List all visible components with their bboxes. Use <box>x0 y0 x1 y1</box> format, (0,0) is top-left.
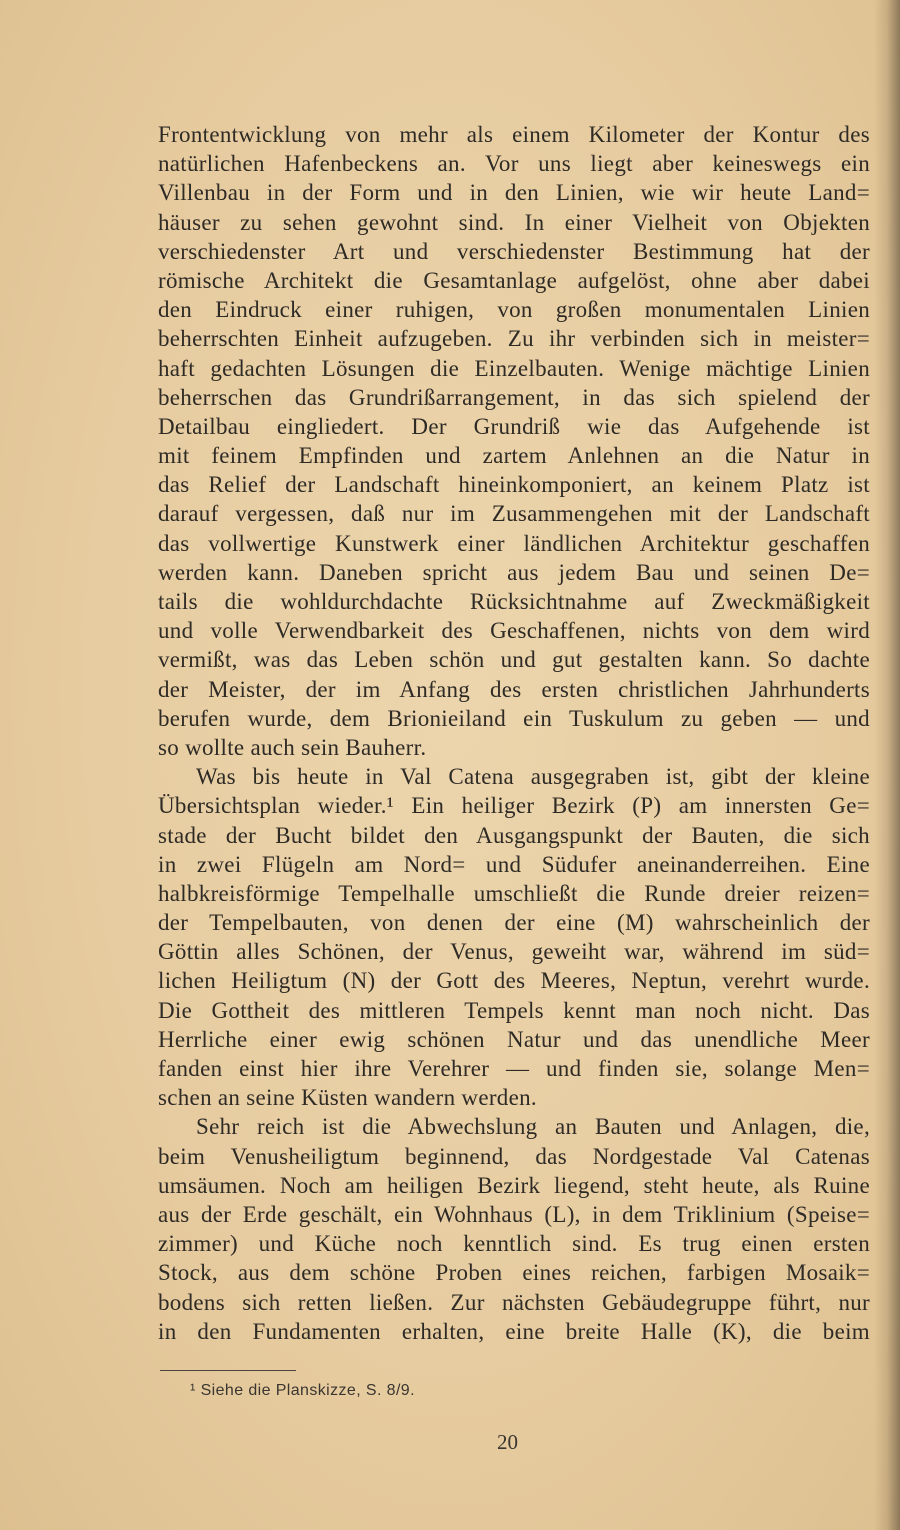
page-edge-shadow <box>874 0 900 1530</box>
text-line: und volle Verwendbarkeit des Geschaffenen, nichts von dem wird <box>158 618 870 644</box>
text-line: beim Venusheiligtum beginnend, das Nordgestade Val Catenas <box>158 1143 870 1169</box>
text-line: häuser zu sehen gewohnt sind. In einer Vielheit von Objekten <box>158 209 870 235</box>
text-line: mit feinem Empfinden und zartem Anlehnen an die Natur in <box>158 443 870 469</box>
body-text <box>158 120 870 1346</box>
text-line: darauf vergessen, daß nur im Zusammengehen mit der Landschaft <box>158 501 870 527</box>
text-line: haft gedachten Lösungen die Einzelbauten. Wenige mächtige Linien <box>158 355 870 381</box>
text-line: in zwei Flügeln am Nord= und Südufer aneinanderreihen. Eine <box>158 851 870 877</box>
text-line: so wollte auch sein Bauherr. <box>158 734 427 760</box>
text-line: fanden einst hier ihre Verehrer — und finden sie, solange Men= <box>158 1056 870 1081</box>
text-line: den Eindruck einer ruhigen, von großen monumentalen Linien <box>158 297 870 323</box>
text-line: lichen Heiligtum (N) der Gott des Meeres, Neptun, verehrt wurde. <box>158 968 870 994</box>
text-line: stade der Bucht bildet den Ausgangspunkt der Bauten, die sich <box>158 822 870 848</box>
page-number: 20 <box>497 1430 518 1454</box>
text-line: Stock, aus dem schöne Proben eines reichen, farbigen Mosaik= <box>158 1260 870 1286</box>
text-line: berufen wurde, dem Brionieiland ein Tuskulum zu geben — und <box>158 705 870 731</box>
text-line: halbkreisförmige Tempelhalle umschließt die Runde dreier reizen= <box>158 880 870 906</box>
text-line: römische Architekt die Gesamtanlage aufgelöst, ohne aber dabei <box>158 267 870 293</box>
text-line: Frontentwicklung von mehr als einem Kilometer der Kontur des <box>158 122 870 147</box>
text-line: schen an seine Küsten wandern werden. <box>158 1085 537 1111</box>
text-line: natürlichen Hafenbeckens an. Vor uns liegt aber keineswegs ein <box>158 151 870 177</box>
text-line: bodens sich retten ließen. Zur nächsten Gebäudegruppe führt, nur <box>158 1289 870 1315</box>
text-line: in den Fundamenten erhalten, eine breite Halle (K), die beim <box>158 1318 870 1344</box>
text-line: beherrschten Einheit aufzugeben. Zu ihr verbinden sich in meister= <box>158 326 870 352</box>
text-line: Was bis heute in Val Catena ausgegraben ist, gibt der kleine <box>196 764 870 790</box>
text-line: Die Gottheit des mittleren Tempels kennt man noch nicht. Das <box>158 997 870 1023</box>
text-line: Göttin alles Schönen, der Venus, geweiht war, während im süd= <box>158 939 870 965</box>
text-line: der Meister, der im Anfang des ersten christlichen Jahrhunderts <box>158 676 870 702</box>
text-line: tails die wohldurchdachte Rücksichtnahme auf Zweckmäßigkeit <box>158 589 870 614</box>
text-line: Detailbau eingliedert. Der Grundriß wie das Aufgehende ist <box>158 413 870 439</box>
text-line: Villenbau in der Form und in den Linien, wie wir heute Land= <box>158 180 870 206</box>
text-line: Herrliche einer ewig schönen Natur und das unendliche Meer <box>158 1026 870 1052</box>
text-line: vermißt, was das Leben schön und gut gestalten kann. So dachte <box>158 647 870 673</box>
text-line: umsäumen. Noch am heiligen Bezirk liegend, steht heute, als Ruine <box>158 1172 870 1198</box>
text-line: der Tempelbauten, von denen der eine (M) wahrscheinlich der <box>158 910 870 936</box>
text-line: aus der Erde geschält, ein Wohnhaus (L), in dem Triklinium (Speise= <box>158 1201 870 1227</box>
text-line: das Relief der Landschaft hineinkomponiert, an keinem Platz ist <box>158 472 870 498</box>
text-line: verschiedenster Art und verschiedenster Bestimmung hat der <box>158 238 870 264</box>
text-line: Sehr reich ist die Abwechslung an Bauten und Anlagen, die, <box>196 1114 870 1140</box>
text-line: zimmer) und Küche noch kenntlich sind. Es trug einen ersten <box>158 1231 870 1257</box>
text-line: Übersichtsplan wieder.¹ Ein heiliger Bezirk (P) am innersten Ge= <box>158 793 870 819</box>
text-line: das vollwertige Kunstwerk einer ländlichen Architektur geschaffen <box>158 530 870 556</box>
text-line: beherrschen das Grundrißarrangement, in das sich spielend der <box>158 384 870 410</box>
footnote-rule <box>160 1370 296 1371</box>
footnote: ¹ Siehe die Planskizze, S. 8/9. <box>190 1382 415 1399</box>
text-line: werden kann. Daneben spricht aus jedem Bau und seinen De= <box>158 559 870 585</box>
